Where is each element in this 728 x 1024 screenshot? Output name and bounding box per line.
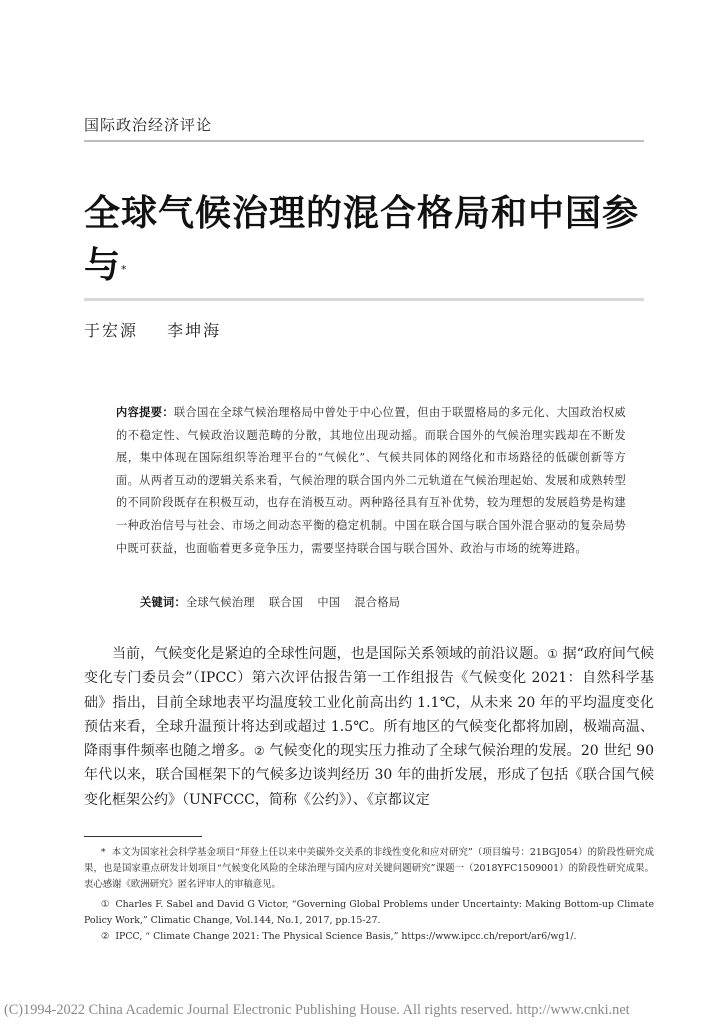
footnote-mark: * [100,847,106,858]
authors [84,318,243,341]
abstract [116,402,626,560]
body-paragraph [84,642,654,812]
author-2: 李坤海 [167,321,222,340]
footnote-rule [84,836,202,837]
footnote-item [84,929,654,945]
header-rule [84,140,644,142]
footnote-text: Charles F. Sabel and David G Victor, “Governing Global Problems under Uncertainty: Making Bottom-up Climate Policy Work,” Climatic Change, Vol.144, No.1, 2017, pp.15-27. [84,898,655,926]
section-label: 国际政治经济评论 [84,116,213,134]
keyword-item: 联合国 [268,596,304,609]
footnotes [84,845,654,945]
body-text-b: 据“政府间气候变化专门委员会”（IPCC）第六次评估报告第一工作组报告《气候变化 2021：自然科学基础》指出，目前全球地表平均温度较工业化前高出约 1.1℃，从未来 20 年的平均温度变化预估来看，全球升温预计将达到或超过 1.5℃。所有地区的气候变化都将加剧，极端高温、降雨事件频率也随之增多。 [84,646,655,760]
title-rule [84,298,644,301]
footnote-item [84,845,654,894]
keyword-item: 中国 [317,596,341,609]
title-text: 全球气候治理的混合格局和中国参与 [84,193,640,286]
footnote-ref-2[interactable]: ② [253,744,265,759]
abstract-text: 联合国在全球气候治理格局中曾处于中心位置，但由于联盟格局的多元化、大国政治权威的不稳定性、气候政治议题范畴的分散，其地位出现动摇。而联合国外的气候治理实践却在不断发展，集中体现在国际组织等治理平台的“气候化”、气候共同体的网络化和市场路径的低碳创新等方面。从两者互动的逻辑关系来看，气候治理的联合国内外二元轨道在气候治理起始、发展和成熟转型的不同阶段既存在积极互动，也存在消极互动。两种路径具有互补优势，较为理想的发展趋势是构建一种政治信号与社会、市场之间动态平衡的稳定机制。中国在联合国与联合国外混合驱动的复杂局势中既可获益，也面临着更多竞争压力，需要坚持联合国与联合国外、政治与市场的统筹进路。 [116,406,626,555]
keyword-item: 全球气候治理 [185,596,255,609]
footnote-item [84,897,654,929]
copyright-watermark: (C)1994-2022 China Academic Journal Electronic Publishing House. All rights reserved. http://www.cnki.net [4,1002,630,1018]
title-footnote-mark[interactable]: * [121,263,128,276]
keywords-label: 关键词： [140,596,186,609]
body-text-a: 当前，气候变化是紧迫的全球性问题，也是国际关系领域的前沿议题。 [112,646,548,662]
abstract-label: 内容提要： [116,406,174,419]
footnote-text: 本文为国家社会科学基金项目“拜登上任以来中美碳外交关系的非线性变化和应对研究”（项目编号：21BGJ054）的阶段性研究成果，也是国家重点研发计划项目“气候变化风险的全球治理与国内应对关键问题研究”课题一（2018YFC1509001）的阶段性研究成果。衷心感谢《欧洲研究》匿名评审人的审稿意见。 [84,847,654,891]
keywords [140,594,414,610]
footnote-text: IPCC, “ Climate Change 2021: The Physical Science Basis,” https://www.ipcc.ch/report/ar6/wg1/. [115,931,577,943]
keyword-item: 混合格局 [354,596,401,609]
article-title [84,188,654,292]
footnote-mark: ① [100,898,110,910]
footnote-ref-1[interactable]: ① [547,647,559,661]
footnote-mark: ② [100,931,110,943]
author-1: 于宏源 [84,321,139,340]
body-text-c: 气候变化的现实压力推动了全球气候治理的发展。20 世纪 90 年代以来，联合国框架下的气候多边谈判经历 30 年的曲折发展，形成了包括《联合国气候变化框架公约》（UNFCCC，简称《公约》）、《京都议定 [84,743,654,808]
